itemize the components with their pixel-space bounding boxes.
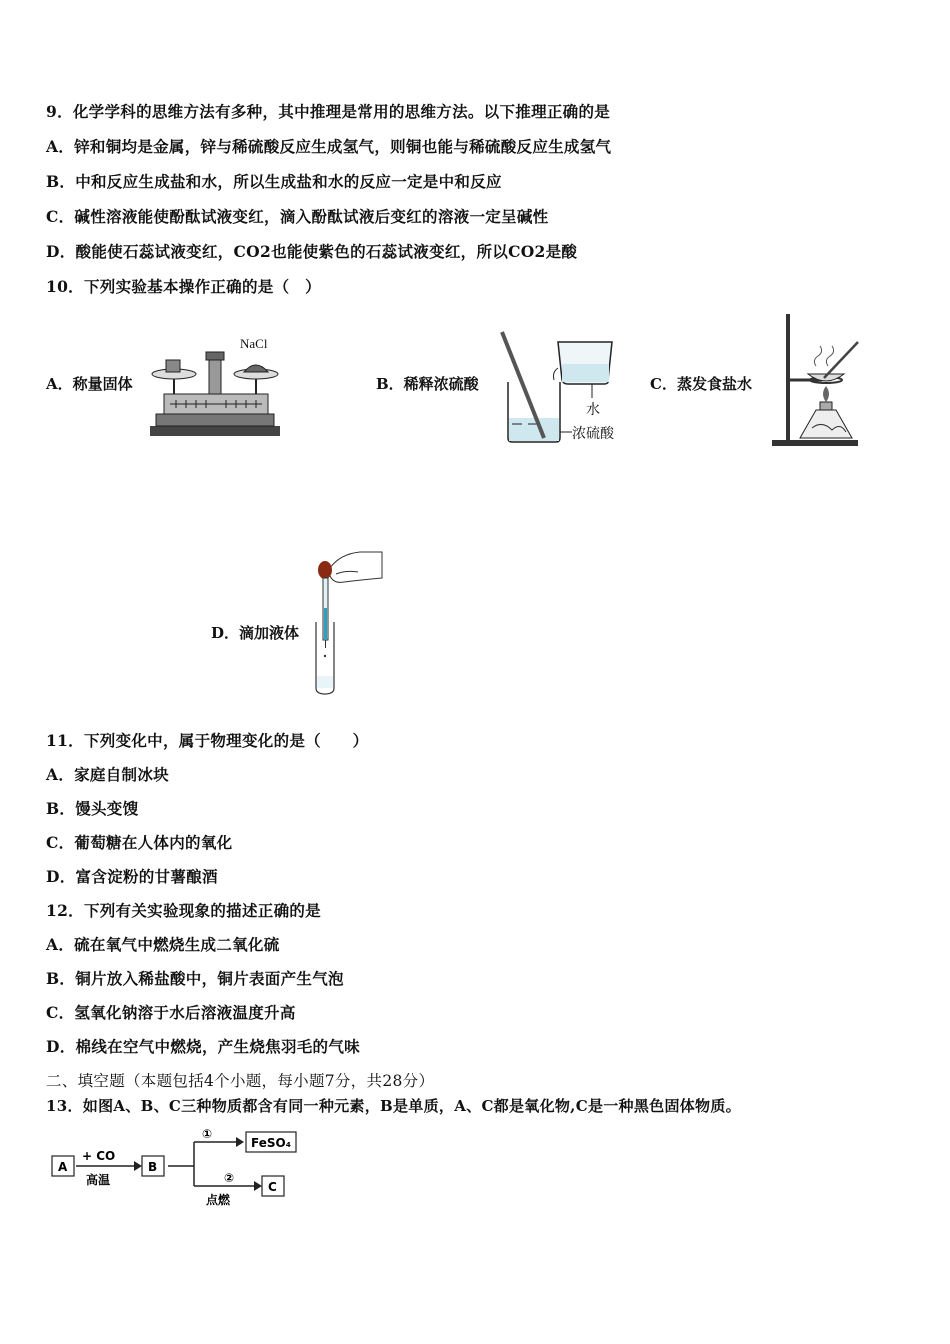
condition-ignite: 点燃 [206, 1193, 231, 1207]
section-2-title: 二、填空题（本题包括4个小题，每小题7分，共28分） [46, 1072, 435, 1090]
q12-stem: 12．下列有关实验现象的描述正确的是 [46, 901, 321, 920]
product-feso4: FeSO₄ [251, 1136, 291, 1150]
balance-figure [146, 334, 286, 442]
dropper-figure [300, 548, 384, 696]
nacl-label: NaCl [240, 336, 268, 351]
q11-stem: 11．下列变化中，属于物理变化的是（ ） [46, 731, 369, 750]
q12-option-b: B．铜片放入稀盐酸中，铜片表面产生气泡 [46, 969, 344, 988]
dilution-figure [492, 328, 632, 446]
q11-option-a: A．家庭自制冰块 [46, 765, 169, 784]
evaporation-figure [766, 312, 866, 448]
step-2: ② [224, 1171, 235, 1185]
q9-option-a: A．锌和铜均是金属，锌与稀硫酸反应生成氢气，则铜也能与稀硫酸反应生成氢气 [46, 137, 612, 156]
q12-option-a: A．硫在氧气中燃烧生成二氧化硫 [46, 935, 280, 954]
q10-option-d-label: D．滴加液体 [211, 624, 300, 642]
q13-reaction-diagram [50, 1124, 310, 1214]
q9-stem: 9．化学学科的思维方法有多种，其中推理是常用的思维方法。以下推理正确的是 [46, 102, 611, 121]
condition-high-temp: 高温 [86, 1173, 111, 1187]
q12-option-c: C．氢氧化钠溶于水后溶液温度升高 [46, 1003, 296, 1022]
q9-option-d: D．酸能使石蕊试液变红，CO2也能使紫色的石蕊试液变红，所以CO2是酸 [46, 242, 578, 261]
q10-option-a-label: A．称量固体 [46, 375, 133, 393]
q11-option-b: B．馒头变馊 [46, 799, 139, 818]
q11-option-c: C．葡萄糖在人体内的氧化 [46, 833, 233, 852]
q9-option-c: C．碱性溶液能使酚酞试液变红，滴入酚酞试液后变红的溶液一定呈碱性 [46, 207, 549, 226]
box-a-label: A [58, 1160, 68, 1174]
box-c-label: C [268, 1180, 277, 1194]
water-label: 水 [586, 402, 600, 418]
q10-stem: 10．下列实验基本操作正确的是（ ） [46, 277, 321, 296]
acid-label: 浓硫酸 [572, 426, 614, 442]
reagent-co: + CO [82, 1149, 116, 1163]
step-1: ① [202, 1127, 213, 1141]
q10-option-c-label: C．蒸发食盐水 [650, 375, 752, 393]
q10-option-b-label: B．稀释浓硫酸 [376, 375, 479, 393]
box-b-label: B [148, 1160, 158, 1174]
q12-option-d: D．棉线在空气中燃烧，产生烧焦羽毛的气味 [46, 1037, 360, 1056]
q13-stem: 13．如图A、B、C三种物质都含有同一种元素，B是单质，A、C都是氧化物,C是一种黑色固体物质。 [46, 1097, 741, 1115]
q9-option-b: B．中和反应生成盐和水，所以生成盐和水的反应一定是中和反应 [46, 172, 502, 191]
q11-option-d: D．富含淀粉的甘薯酿酒 [46, 867, 218, 886]
